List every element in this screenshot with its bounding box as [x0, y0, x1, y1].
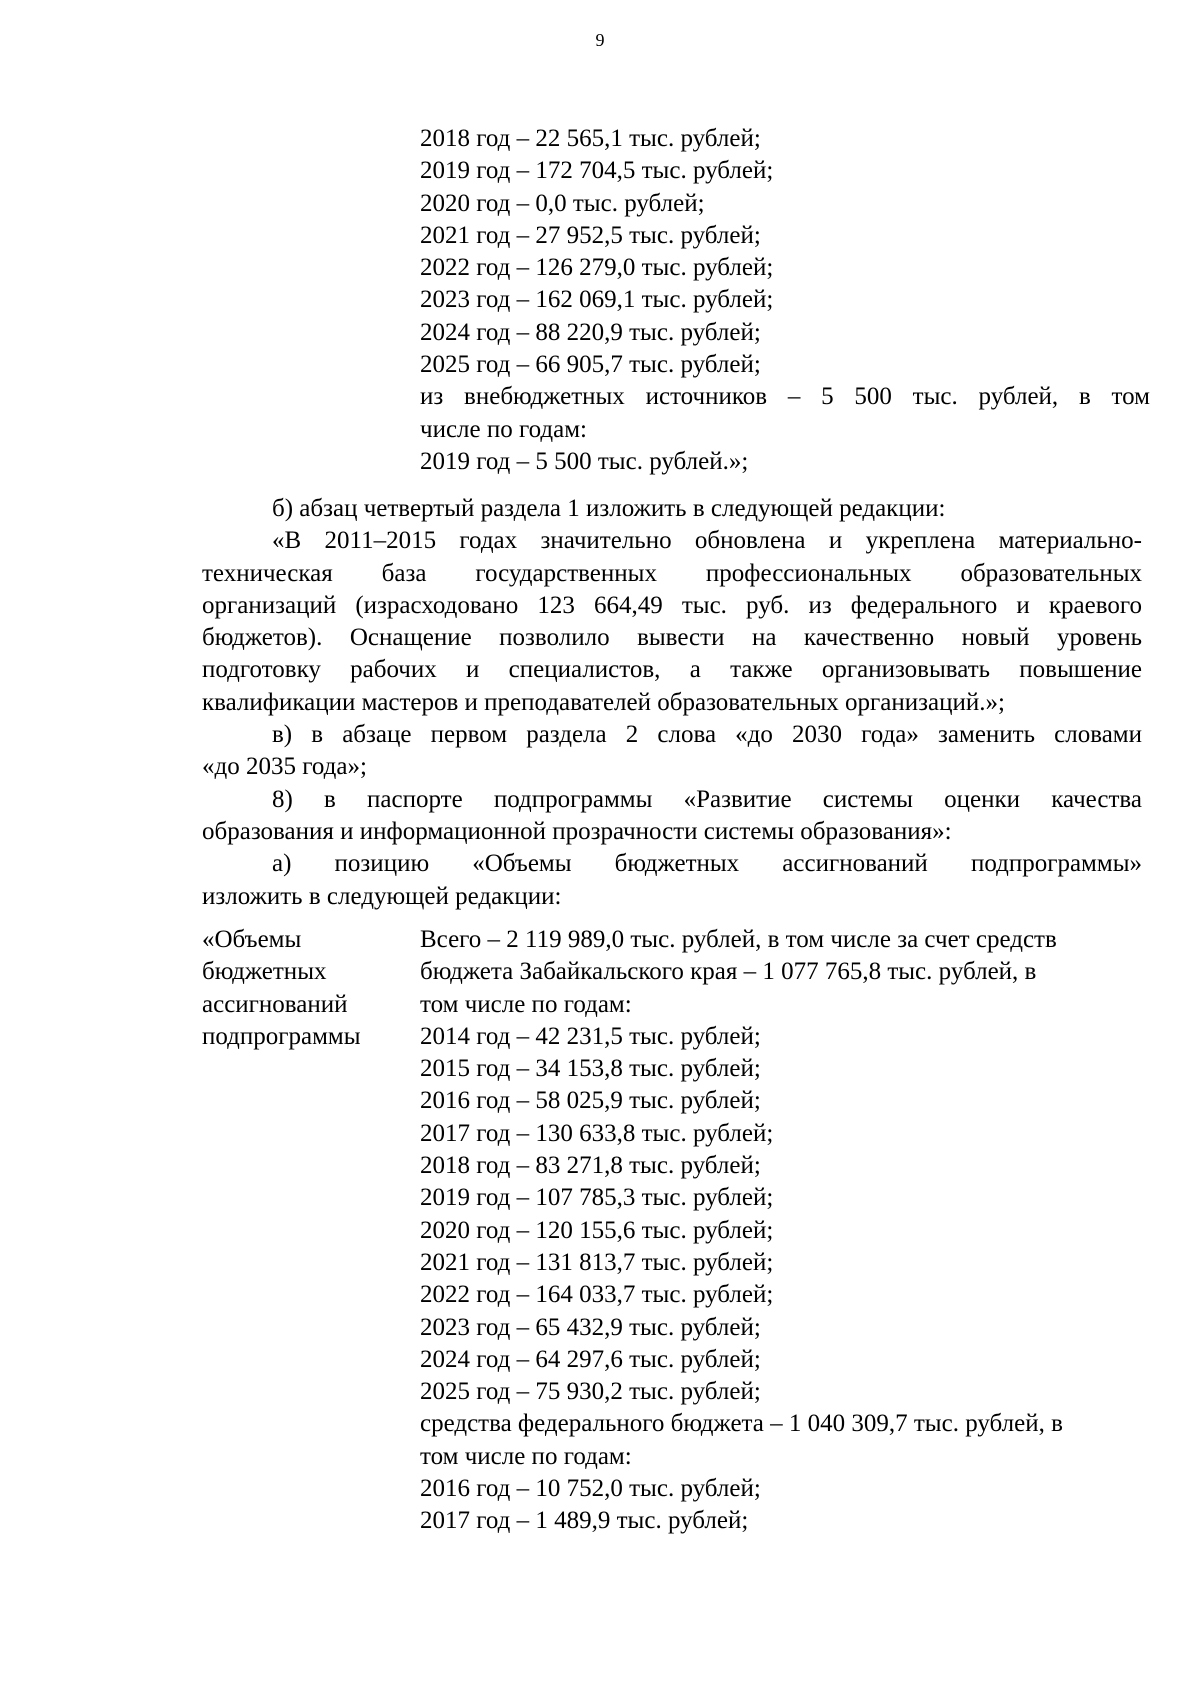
year-line: 2023 год – 162 069,1 тыс. рублей; [420, 286, 774, 314]
total-line: том числе по годам: [420, 990, 632, 1018]
paragraph-a: а) позицию «Объемы бюджетных ассигнований подпрограммы» [272, 850, 1142, 878]
year-line: 2021 год – 27 952,5 тыс. рублей; [420, 221, 761, 249]
quote-line: бюджетов). Оснащение позволило вывести на качественно новый уровень [202, 624, 1142, 652]
year-line: 2025 год – 66 905,7 тыс. рублей; [420, 351, 761, 379]
quote-line: техническая база государственных профессиональных образовательных [202, 559, 1142, 587]
table-value-cell [420, 924, 1150, 1538]
paragraph-a: изложить в следующей редакции: [202, 882, 562, 910]
federal-year-line: 2017 год – 1 489,9 тыс. рублей; [420, 1507, 749, 1535]
table-label-line: ассигнований [202, 990, 348, 1018]
regional-year-line: 2023 год – 65 432,9 тыс. рублей; [420, 1313, 761, 1341]
regional-year-line: 2018 год – 83 271,8 тыс. рублей; [420, 1152, 761, 1180]
year-line: 2022 год – 126 279,0 тыс. рублей; [420, 254, 774, 282]
quote-line: организаций (израсходовано 123 664,49 тыс. руб. из федерального и краевого [202, 591, 1142, 619]
table-label-line: подпрограммы [202, 1022, 361, 1050]
table-label-cell [202, 924, 412, 1053]
table-label-line: бюджетных [202, 958, 327, 986]
paragraph-8: 8) в паспорте подпрограммы «Развитие системы оценки качества [272, 785, 1142, 813]
regional-year-line: 2016 год – 58 025,9 тыс. рублей; [420, 1087, 761, 1115]
extrabudget-line: из внебюджетных источников – 5 500 тыс. рублей, в том [420, 383, 1150, 411]
paragraph-v: «до 2035 года»; [202, 753, 367, 781]
page-number: 9 [595, 30, 605, 50]
year-line: 2020 год – 0,0 тыс. рублей; [420, 189, 705, 217]
regional-year-line: 2015 год – 34 153,8 тыс. рублей; [420, 1055, 761, 1083]
funding-years-list [420, 123, 1150, 478]
paragraph-8: образования и информационной прозрачности системы образования»: [202, 817, 952, 845]
year-line: 2018 год – 22 565,1 тыс. рублей; [420, 125, 761, 152]
year-line: 2024 год – 88 220,9 тыс. рублей; [420, 318, 761, 346]
regional-year-line: 2014 год – 42 231,5 тыс. рублей; [420, 1022, 761, 1050]
regional-year-line: 2020 год – 120 155,6 тыс. рублей; [420, 1216, 774, 1244]
year-line: 2019 год – 172 704,5 тыс. рублей; [420, 157, 774, 185]
federal-line: средства федерального бюджета – 1 040 309,7 тыс. рублей, в [420, 1410, 1063, 1438]
regional-year-line: 2025 год – 75 930,2 тыс. рублей; [420, 1378, 761, 1406]
quote-line: подготовку рабочих и специалистов, а также организовывать повышение [202, 656, 1142, 684]
quote-line: «В 2011–2015 годах значительно обновлена и укреплена материально- [272, 527, 1142, 555]
regional-year-line: 2017 год – 130 633,8 тыс. рублей; [420, 1119, 774, 1147]
amendment-paragraphs [202, 493, 1142, 913]
federal-line: том числе по годам: [420, 1442, 632, 1470]
paragraph-b: б) абзац четвертый раздела 1 изложить в следующей редакции: [272, 495, 946, 522]
federal-year-line: 2016 год – 10 752,0 тыс. рублей; [420, 1475, 761, 1503]
regional-year-line: 2019 год – 107 785,3 тыс. рублей; [420, 1184, 774, 1212]
regional-year-line: 2022 год – 164 033,7 тыс. рублей; [420, 1281, 774, 1309]
regional-year-line: 2024 год – 64 297,6 тыс. рублей; [420, 1345, 761, 1373]
regional-year-line: 2021 год – 131 813,7 тыс. рублей; [420, 1248, 774, 1276]
total-line: Всего – 2 119 989,0 тыс. рублей, в том числе за счет средств [420, 926, 1057, 953]
quote-line: квалификации мастеров и преподавателей образовательных организаций.»; [202, 688, 1005, 716]
extrabudget-year-line: 2019 год – 5 500 тыс. рублей.»; [420, 447, 749, 475]
extrabudget-line: числе по годам: [420, 415, 587, 443]
table-label-line: «Объемы [202, 926, 302, 953]
paragraph-v: в) в абзаце первом раздела 2 слова «до 2030 года» заменить словами [272, 721, 1142, 749]
total-line: бюджета Забайкальского края – 1 077 765,8 тыс. рублей, в [420, 958, 1037, 986]
